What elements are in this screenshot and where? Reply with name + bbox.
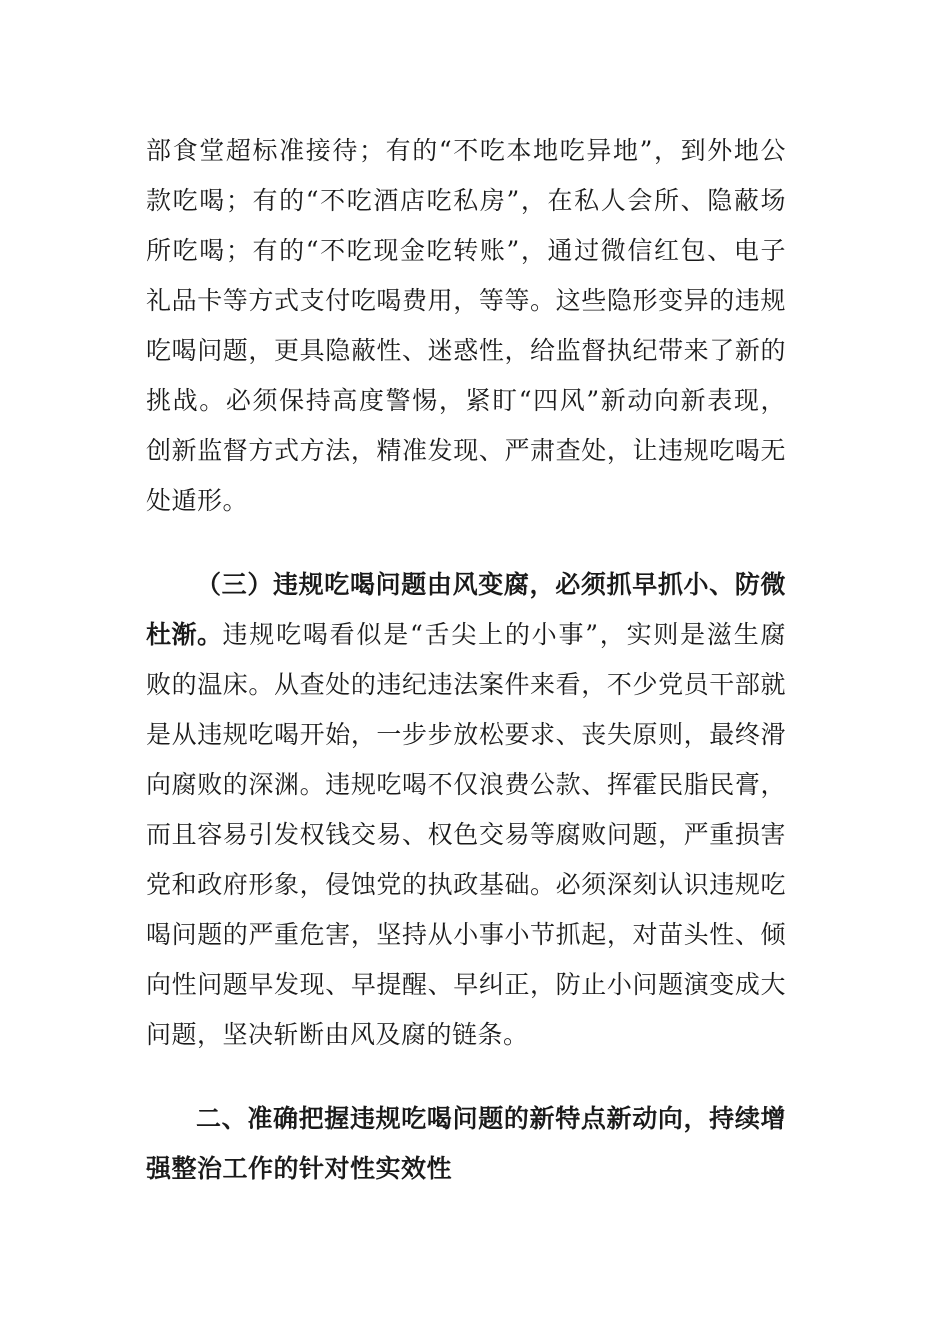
paragraph-line: 部食堂超标准接待；有的“不吃本地吃异地”，到外地公 [146, 136, 786, 165]
paragraph-line: 款吃喝；有的“不吃酒店吃私房”，在私人会所、隐蔽场 [146, 186, 786, 215]
paragraph-line: 喝问题的严重危害，坚持从小事小节抓起，对苗头性、倾 [146, 920, 786, 949]
paragraph-line: 党和政府形象，侵蚀党的执政基础。必须深刻认识违规吃 [146, 870, 786, 899]
paragraph-line-rest: 违规吃喝看似是“舌尖上的小事”，实则是滋生腐 [222, 620, 786, 649]
paragraph-line: 所吃喝；有的“不吃现金吃转账”，通过微信红包、电子 [146, 236, 786, 265]
subheading-line: （三）违规吃喝问题由风变腐，必须抓早抓小、防微 [196, 570, 786, 599]
paragraph-line: 礼品卡等方式支付吃喝费用，等等。这些隐形变异的违规 [146, 286, 786, 315]
paragraph-line: 向腐败的深渊。违规吃喝不仅浪费公款、挥霍民脂民膏， [146, 770, 786, 799]
paragraph-line: 吃喝问题，更具隐蔽性、迷惑性，给监督执纪带来了新的 [146, 336, 786, 365]
paragraph-line [146, 618, 786, 652]
section-heading-line: 二、准确把握违规吃喝问题的新特点新动向，持续增 [196, 1104, 786, 1133]
paragraph-line: 而且容易引发权钱交易、权色交易等腐败问题，严重损害 [146, 820, 786, 849]
section-heading-line: 强整治工作的针对性实效性 [146, 1154, 453, 1183]
paragraph-line: 挑战。必须保持高度警惕，紧盯“四风”新动向新表现， [146, 386, 786, 415]
paragraph-line: 向性问题早发现、早提醒、早纠正，防止小问题演变成大 [146, 970, 786, 999]
paragraph-line: 创新监督方式方法，精准发现、严肃查处，让违规吃喝无 [146, 436, 786, 465]
paragraph-line: 败的温床。从查处的违纪违法案件来看，不少党员干部就 [146, 670, 786, 699]
subheading-tail: 杜渐。 [146, 620, 223, 649]
paragraph-line: 问题，坚决斩断由风及腐的链条。 [146, 1020, 529, 1049]
paragraph-line: 是从违规吃喝开始，一步步放松要求、丧失原则，最终滑 [146, 720, 786, 749]
paragraph-line: 处遁形。 [146, 486, 249, 515]
